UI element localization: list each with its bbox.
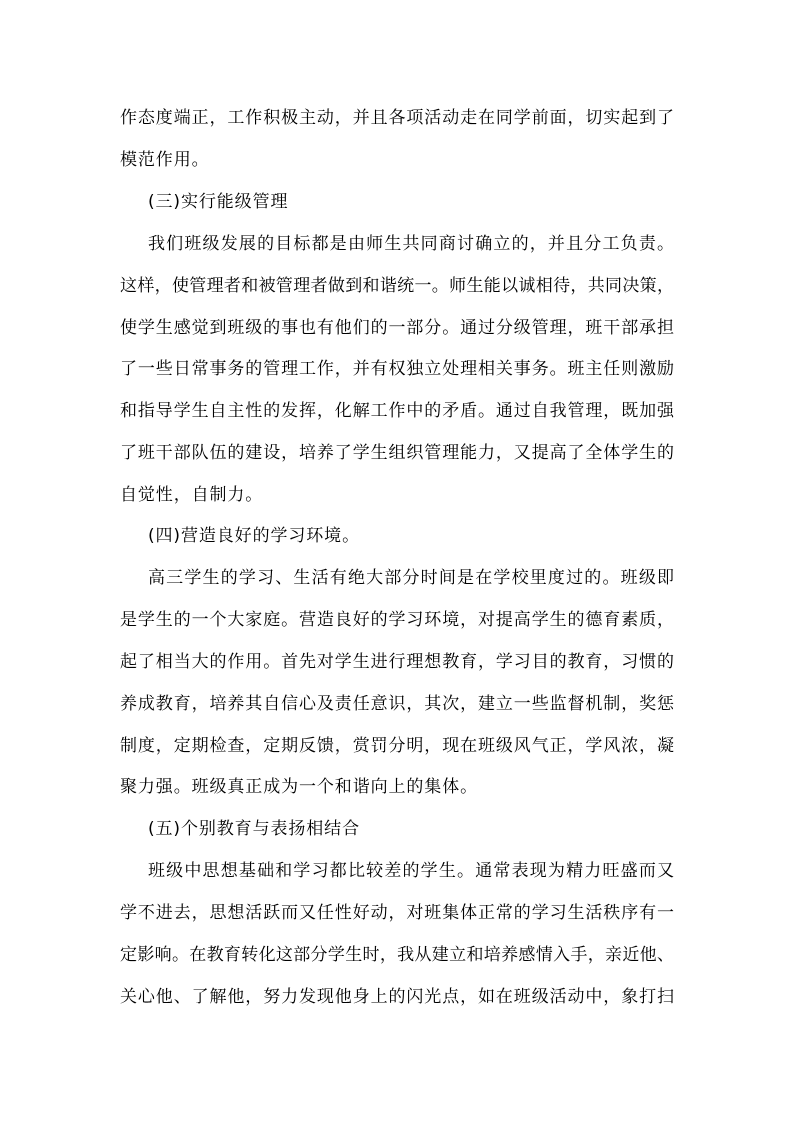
paragraph-line: 了一些日常事务的管理工作，并有权独立处理相关事务。班主任则激励 <box>120 359 674 379</box>
paragraph-line: 定影响。在教育转化这部分学生时，我从建立和培养感情入手，亲近他、 <box>120 945 674 965</box>
paragraph-line: 高三学生的学习、生活有绝大部分时间是在学校里度过的。班级即 <box>148 568 674 588</box>
paragraph-line: 班级中思想基础和学习都比较差的学生。通常表现为精力旺盛而又 <box>148 861 674 881</box>
paragraph-line: 起了相当大的作用。首先对学生进行理想教育，学习目的教育，习惯的 <box>120 652 674 672</box>
section-heading: (三)实行能级管理 <box>148 192 289 212</box>
paragraph-line: 了班干部队伍的建设，培养了学生组织管理能力，又提高了全体学生的 <box>120 443 674 463</box>
paragraph-line: 这样，使管理者和被管理者做到和谐统一。师生能以诚相待，共同决策， <box>120 276 674 296</box>
paragraph-line: 自觉性，自制力。 <box>120 485 264 505</box>
paragraph-line: 作态度端正，工作积极主动，并且各项活动走在同学前面，切实起到了 <box>120 108 674 128</box>
paragraph-line: 使学生感觉到班级的事也有他们的一部分。通过分级管理，班干部承担 <box>120 318 674 338</box>
paragraph-line: 是学生的一个大家庭。营造良好的学习环境，对提高学生的德育素质， <box>120 610 674 630</box>
section-heading: (四)营造良好的学习环境。 <box>148 526 360 546</box>
paragraph-line: 和指导学生自主性的发挥，化解工作中的矛盾。通过自我管理，既加强 <box>120 401 674 421</box>
paragraph-line: 关心他、了解他，努力发现他身上的闪光点，如在班级活动中，象打扫 <box>120 987 674 1007</box>
section-heading: (五)个别教育与表扬相结合 <box>148 819 360 839</box>
paragraph-line: 模范作用。 <box>120 150 210 170</box>
paragraph-line: 制度，定期检查，定期反馈，赏罚分明，现在班级风气正，学风浓，凝 <box>120 736 674 756</box>
paragraph-line: 养成教育，培养其自信心及责任意识，其次，建立一些监督机制，奖惩 <box>120 694 674 714</box>
paragraph-line: 聚力强。班级真正成为一个和谐向上的集体。 <box>120 777 478 797</box>
paragraph-line: 学不进去，思想活跃而又任性好动，对班集体正常的学习生活秩序有一 <box>120 903 674 923</box>
paragraph-line: 我们班级发展的目标都是由师生共同商讨确立的，并且分工负责。 <box>148 234 674 254</box>
